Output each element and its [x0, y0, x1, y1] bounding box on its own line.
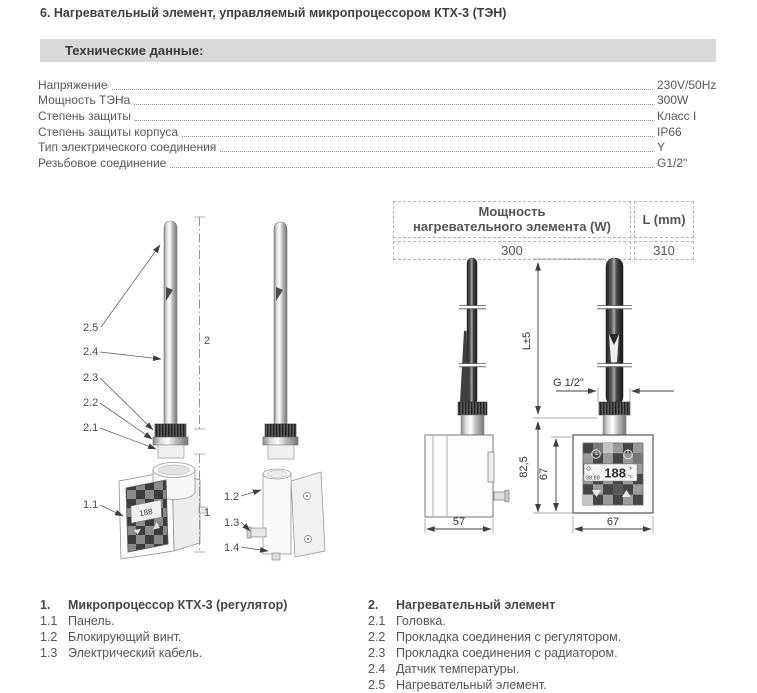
legend-title-text: Нагревательный элемент	[396, 598, 556, 612]
screw-hole-center	[306, 495, 308, 497]
legend-title-row	[368, 597, 738, 613]
head-cylinder	[158, 445, 184, 458]
spec-label: Степень защиты корпуса	[38, 124, 179, 139]
page-title: 6. Нагревательный элемент, управляемый микропроцессором КТХ-3 (ТЭН)	[40, 6, 507, 20]
legend-item	[368, 661, 738, 677]
knurled-nut	[265, 424, 296, 437]
legend-item-num: 1.1	[40, 614, 58, 628]
section-header-bar	[40, 39, 716, 62]
dotted-leader	[170, 166, 653, 168]
neck	[603, 415, 626, 436]
legend-item	[368, 645, 738, 661]
legend-title-text: Микропроцессор КТХ-3 (регулятор)	[68, 598, 288, 612]
cable-gland	[250, 528, 266, 537]
dotted-leader	[135, 119, 653, 121]
spec-value: Y	[657, 140, 666, 155]
callout-leader	[100, 378, 153, 430]
locking-screw	[272, 553, 280, 560]
legend-item-text: Блокирующий винт.	[68, 630, 182, 644]
legend-item	[368, 613, 738, 629]
dim-label-total-height: 82,5	[518, 456, 530, 478]
panel-cell	[633, 453, 643, 463]
power-table-header-length: L (mm)	[634, 201, 694, 238]
legend-item	[40, 645, 340, 661]
legend-item-text: Головка.	[396, 614, 446, 628]
legend-item	[40, 629, 340, 645]
callout-2-4: 2.4	[83, 346, 99, 358]
dotted-leader	[220, 150, 653, 152]
spec-label: Мощность ТЭНа	[38, 93, 131, 108]
latch	[488, 452, 494, 482]
spec-row	[38, 92, 732, 108]
callout-leader	[241, 522, 250, 531]
callout-leader	[100, 352, 161, 359]
knurled-nut	[155, 424, 186, 437]
callout-leader	[241, 490, 261, 496]
legend-item-text: Датчик температуры.	[396, 662, 520, 676]
dimensioned-front-view	[573, 258, 653, 513]
lcd-unit-top: °F	[628, 466, 633, 471]
technical-drawings	[0, 195, 757, 595]
screw-hole-center	[307, 538, 309, 540]
spec-list	[38, 76, 732, 170]
dimensioned-side-view	[425, 258, 509, 517]
spec-row	[38, 139, 732, 155]
cylinder-opening-inner	[267, 471, 287, 478]
header-line1: Мощность	[478, 204, 546, 219]
lcd-temp-small: 188	[138, 506, 154, 519]
heating-rod	[164, 221, 177, 424]
dotted-leader	[112, 88, 653, 90]
cable-gland-cap	[505, 491, 509, 502]
tube-opening-inner	[159, 465, 190, 475]
panel-cell	[583, 495, 593, 505]
legend-item-num: 1.2	[40, 630, 58, 644]
knurled-nut	[599, 402, 630, 415]
dim-label-length: L±5	[521, 331, 533, 351]
legend-item	[368, 677, 738, 693]
spec-value: 230V/50Hz	[657, 77, 717, 92]
exploded-view-bracket-back	[247, 222, 325, 560]
lcd-time: 88:88	[586, 475, 600, 482]
gasket-ring	[153, 437, 188, 445]
gasket-ring	[263, 437, 298, 445]
legend-item	[40, 613, 340, 629]
mounting-plate	[291, 472, 325, 557]
legend-title-row	[40, 597, 340, 613]
legend-item-num: 2.4	[368, 662, 386, 676]
legend-regulator	[40, 597, 340, 661]
legend-item-text: Электрический кабель.	[68, 646, 203, 660]
dotted-leader	[134, 103, 653, 105]
spec-value: 300W	[657, 93, 689, 108]
spec-value: IP66	[657, 124, 682, 139]
callout-1-3: 1.3	[224, 517, 240, 529]
dotted-leader	[182, 135, 653, 137]
callout-leader	[100, 428, 156, 449]
spec-label: Напряжение	[38, 77, 108, 92]
callout-1: 1	[204, 507, 211, 519]
legend-item-num: 2.2	[368, 630, 386, 644]
rod	[606, 258, 623, 405]
exploded-view-regulator-front	[119, 221, 207, 559]
spec-label: Тип электрического соединения	[38, 140, 217, 155]
legend-item-text: Нагревательный элемент.	[396, 678, 547, 692]
rod	[467, 258, 477, 405]
dim-label-side-width: 57	[452, 516, 466, 528]
header-line2: нагревательного элемента (W)	[413, 219, 611, 235]
housing-cylinder	[263, 474, 291, 554]
heating-rod	[274, 222, 287, 424]
spec-row	[38, 76, 732, 92]
spec-label: Резьбовое соединение	[38, 156, 167, 171]
callout-2: 2	[204, 335, 211, 347]
callout-2-2: 2.2	[83, 397, 99, 409]
lcd-temp: 188	[604, 465, 626, 481]
legend-item-text: Панель.	[68, 614, 115, 628]
spec-row	[38, 123, 732, 139]
callout-2-5: 2.5	[83, 322, 99, 334]
callout-2-3: 2.3	[83, 372, 99, 384]
legend-item-num: 2.3	[368, 646, 386, 660]
head-cylinder	[268, 445, 294, 459]
legend-item-text: Прокладка соединения с радиатором.	[396, 646, 618, 660]
dim-label-thread: G 1/2"	[553, 377, 584, 389]
panel-cell	[613, 484, 623, 494]
section-header-label: Технические данные:	[65, 43, 204, 58]
spec-value: Класс I	[657, 109, 697, 124]
neck	[461, 415, 484, 436]
spec-label: Степень защиты	[38, 109, 131, 124]
legend-title-num: 1.	[40, 598, 51, 612]
panel-cell	[593, 443, 603, 453]
legend-item	[368, 629, 738, 645]
panel-cell	[603, 443, 613, 453]
knurled-nut	[458, 402, 487, 415]
callout-1-2: 1.2	[224, 491, 240, 503]
callout-2-1: 2.1	[83, 422, 99, 434]
legend-item-num: 2.5	[368, 678, 386, 692]
spec-row	[38, 154, 732, 170]
housing-side	[425, 435, 493, 517]
spec-value: G1/2"	[657, 156, 688, 171]
legend-item-text: Прокладка соединения с регулятором.	[396, 630, 622, 644]
legend-item-num: 2.1	[368, 614, 386, 628]
spec-row	[38, 107, 732, 123]
length-value-cell: 310	[634, 241, 694, 260]
callout-leader	[101, 245, 160, 327]
callout-1-4: 1.4	[224, 542, 240, 554]
lcd-unit-bottom: °C	[628, 474, 634, 479]
callout-1-1: 1.1	[83, 499, 99, 511]
legend-item-num: 1.3	[40, 646, 58, 660]
dim-label-box-height: 67	[538, 467, 550, 481]
power-value-cell: 300	[393, 241, 631, 260]
legend-title-num: 2.	[368, 598, 379, 612]
dim-label-front-width: 67	[606, 516, 620, 528]
legend-heating-element	[368, 597, 738, 693]
